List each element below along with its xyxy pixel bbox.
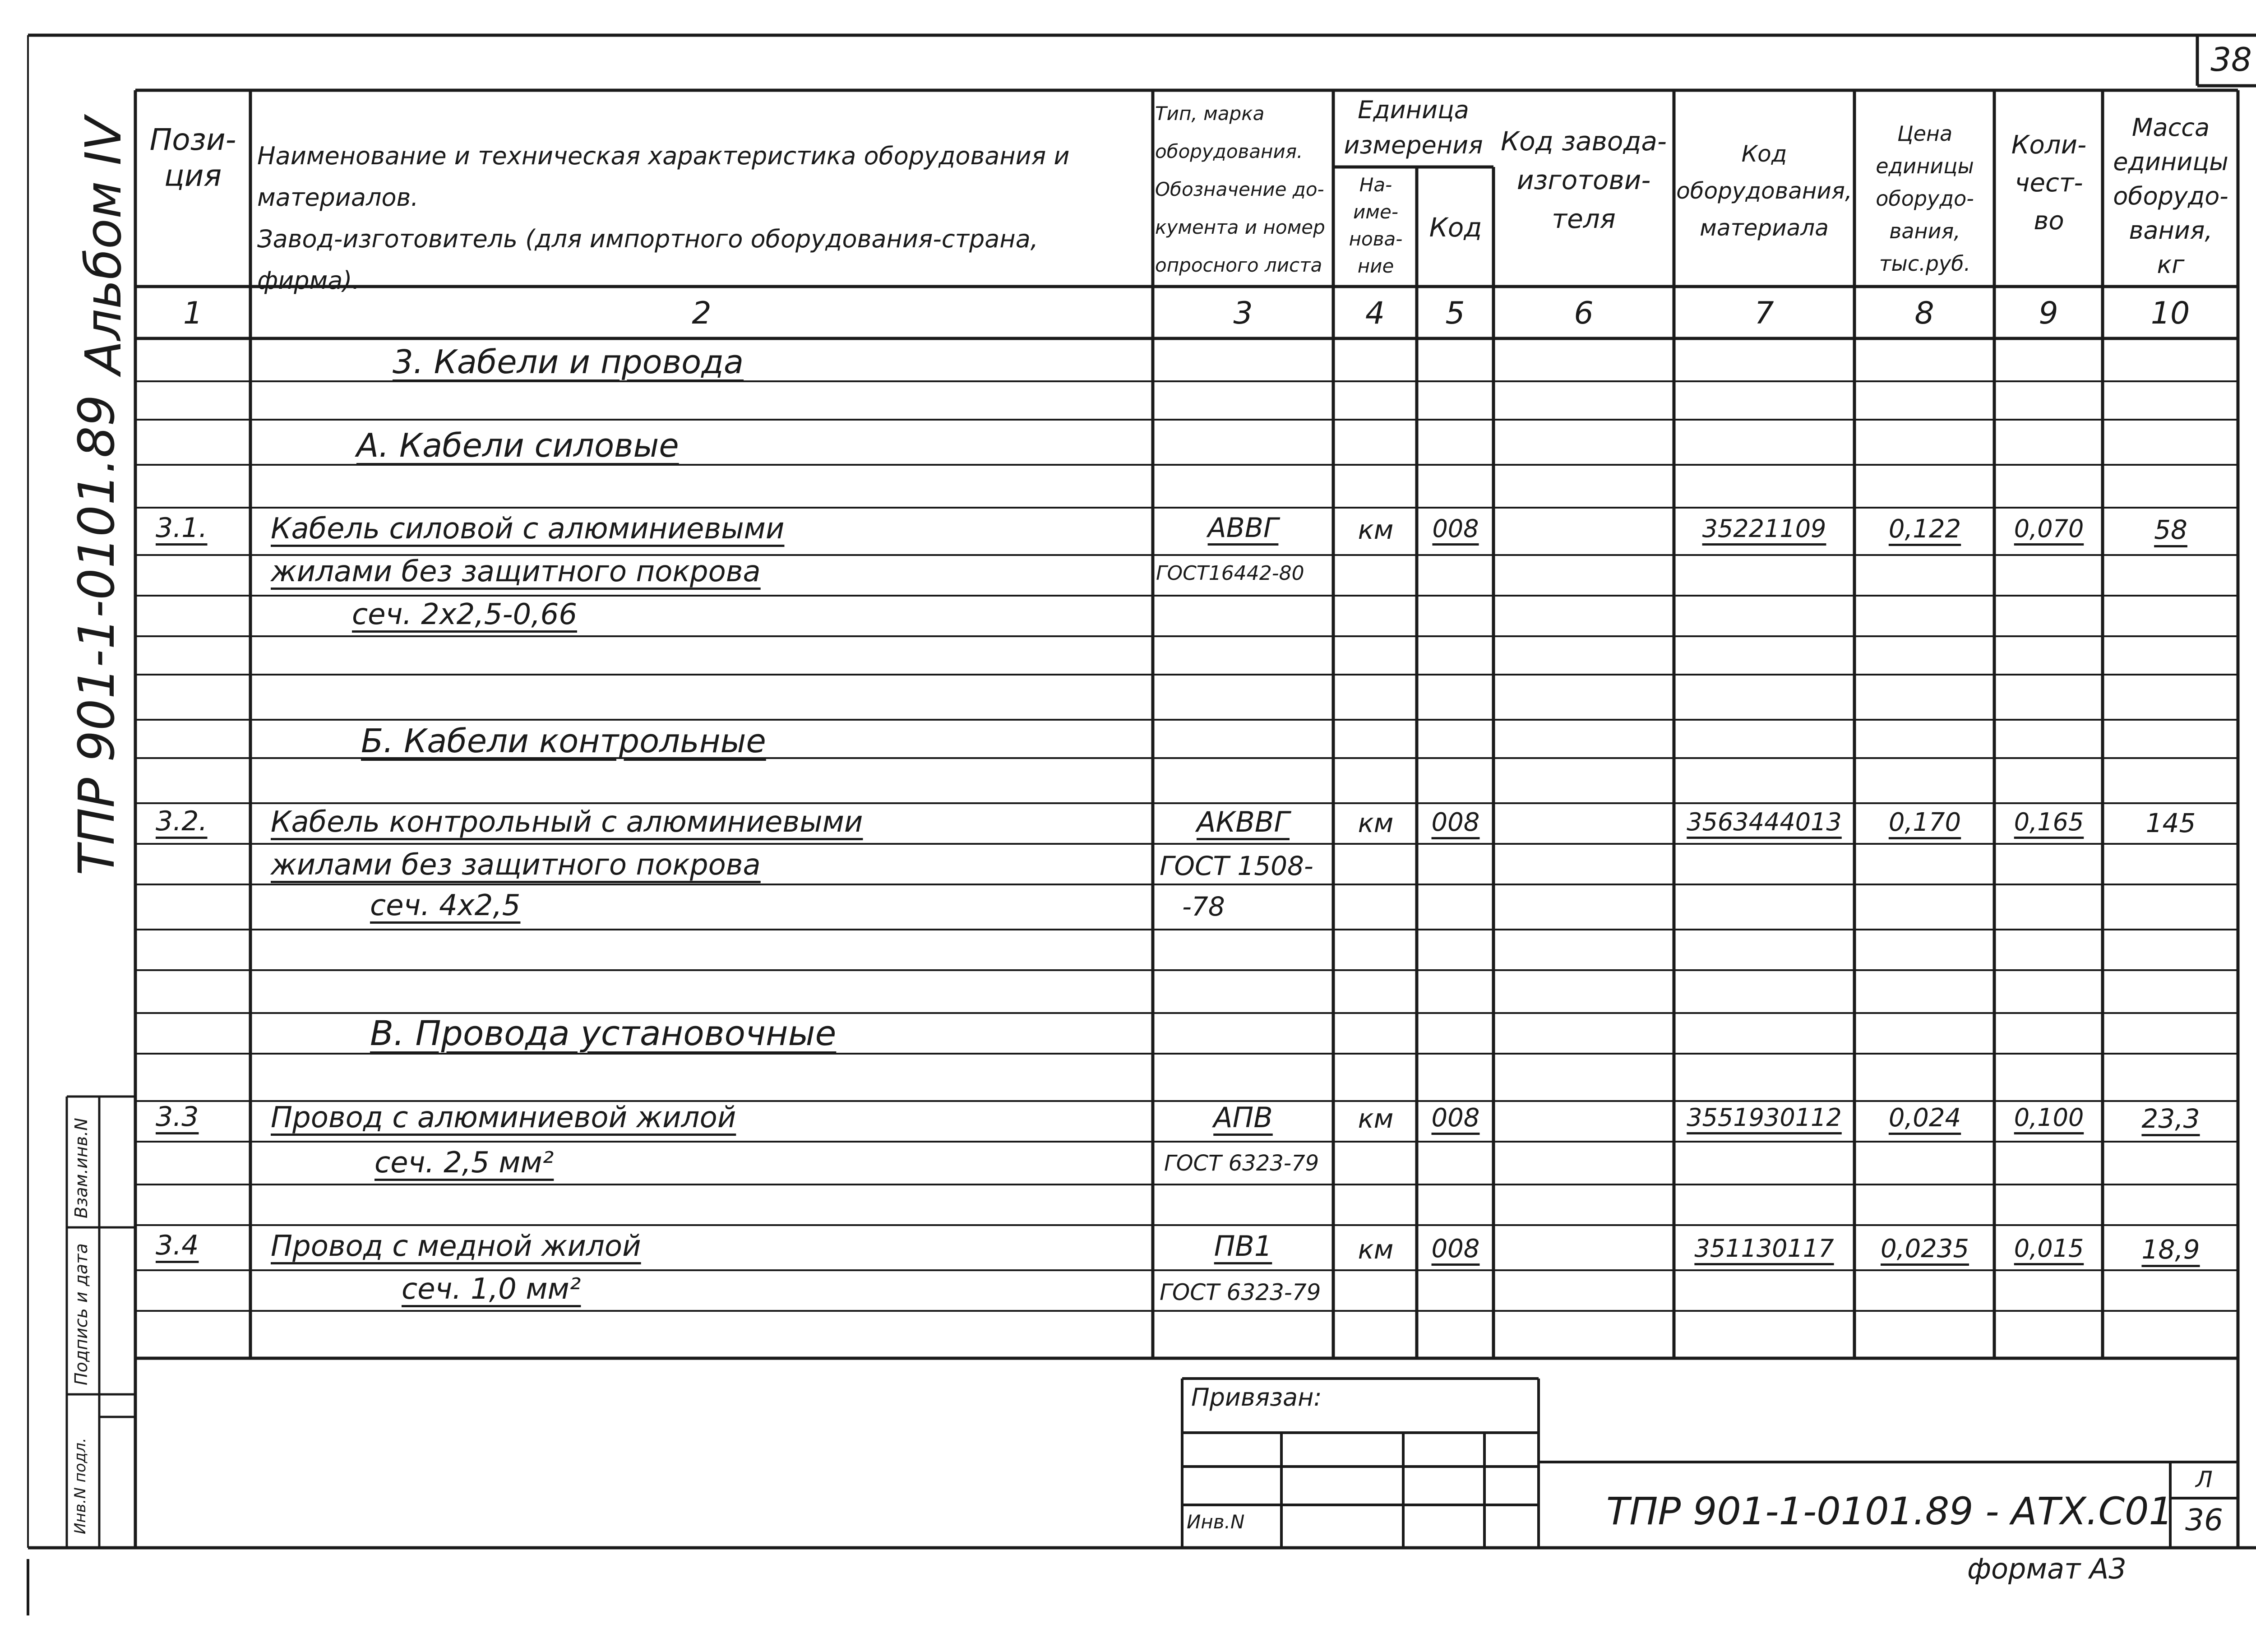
- col-number-9: 9: [2039, 296, 2058, 331]
- item-mass: 23,3: [2141, 1103, 2200, 1134]
- item-quantity: 0,165: [2014, 808, 2084, 836]
- col-number-7: 7: [1754, 296, 1774, 331]
- header-equipment-code: Код оборудования, материала: [1676, 141, 1852, 241]
- side-document-code: ТПР 901-1-0101.89: [68, 394, 125, 875]
- header-quantity: Коли- чест- во: [2011, 130, 2087, 236]
- col-number-8: 8: [1914, 296, 1934, 331]
- item-unit-code: 008: [1431, 808, 1480, 837]
- item-standard: ГОСТ 6323-79: [1164, 1151, 1319, 1176]
- item-equipment-code: 35221109: [1702, 514, 1826, 543]
- col-number-4: 4: [1365, 296, 1385, 331]
- item-unit-code: 008: [1431, 1103, 1480, 1133]
- stamp-sheet-number: 36: [2185, 1503, 2223, 1537]
- header-unit-group: Единица измерения: [1344, 96, 1483, 159]
- item-name-line: Провод с алюминиевой жилой: [271, 1101, 736, 1134]
- stamp-sheet-label: Л: [2196, 1467, 2213, 1493]
- item-mass: 18,9: [2141, 1234, 2200, 1265]
- item-unit-code: 008: [1431, 1234, 1480, 1263]
- item-type: АПВ: [1213, 1101, 1273, 1134]
- item-standard: ГОСТ 1508-: [1160, 851, 1313, 881]
- item-quantity: 0,015: [2014, 1234, 2084, 1263]
- section-title-b: Б. Кабели контрольные: [361, 722, 766, 760]
- item-standard: ГОСТ16442-80: [1156, 562, 1304, 585]
- item-price: 0,122: [1888, 514, 1961, 544]
- item-type: АВВГ: [1207, 512, 1279, 544]
- header-price: Цена единицы оборудо- вания, тыс.руб.: [1876, 121, 1974, 276]
- item-price: 0,024: [1888, 1103, 1961, 1133]
- header-type: Тип, марка оборудования. Обозначение до- кумента и номер опросного листа: [1155, 102, 1325, 276]
- item-name-line: сеч. 2х2,5-0,66: [352, 598, 578, 631]
- item-position: 3.4: [156, 1230, 199, 1261]
- col-number-1: 1: [183, 296, 203, 331]
- item-name-line: сеч. 4х2,5: [370, 889, 521, 922]
- item-type: АКВВГ: [1196, 805, 1290, 838]
- item-name-line: Кабель силовой с алюминиевыми: [271, 512, 785, 546]
- col-number-3: 3: [1233, 296, 1253, 331]
- paper-format: формат А3: [1967, 1552, 2127, 1585]
- item-name-line: жилами без защитного покрова: [271, 848, 761, 882]
- header-mass: Масса единицы оборудо- вания, кг: [2113, 113, 2228, 279]
- stamp-inv-number: Инв.N: [1187, 1511, 1245, 1533]
- item-standard: ГОСТ 6323-79: [1160, 1279, 1321, 1305]
- header-position: Пози- ция: [149, 122, 236, 193]
- item-unit: км: [1358, 1103, 1394, 1134]
- col-number-5: 5: [1445, 296, 1465, 331]
- item-position: 3.1.: [156, 512, 208, 544]
- col-number-2: 2: [692, 296, 712, 331]
- item-price: 0,0235: [1881, 1234, 1969, 1263]
- item-unit: км: [1358, 514, 1394, 545]
- item-standard-cont: -78: [1182, 891, 1225, 922]
- item-name-line: сеч. 2,5 мм²: [374, 1146, 554, 1180]
- stamp-document-code: ТПР 901-1-0101.89 - АТХ.С01: [1606, 1489, 2173, 1533]
- section-title-a: А. Кабели силовые: [356, 426, 679, 464]
- item-equipment-code: 3551930112: [1687, 1103, 1842, 1132]
- item-name-line: Кабель контрольный с алюминиевыми: [271, 805, 863, 839]
- item-mass: 145: [2145, 808, 2196, 838]
- header-plant-code: Код завода- изготови- теля: [1501, 126, 1667, 234]
- section-title-main: 3. Кабели и провода: [393, 343, 744, 381]
- col-number-10: 10: [2150, 296, 2190, 331]
- stamp-label-inv: Взам.инв.N: [71, 1118, 91, 1218]
- item-quantity: 0,070: [2014, 514, 2084, 543]
- item-name-line: жилами без защитного покрова: [271, 555, 761, 588]
- item-equipment-code: 351130117: [1694, 1234, 1834, 1263]
- item-type: ПВ1: [1214, 1230, 1272, 1263]
- item-position: 3.3: [156, 1101, 199, 1133]
- col-number-6: 6: [1574, 296, 1594, 331]
- item-price: 0,170: [1888, 808, 1961, 837]
- header-name: Наименование и техническая характеристика оборудования и материалов. Завод-изготовитель (для импортного оборудования-страна, фирма).: [257, 142, 1070, 295]
- item-equipment-code: 3563444013: [1687, 808, 1842, 836]
- item-quantity: 0,100: [2014, 1103, 2084, 1132]
- stamp-privyazan: Привязан:: [1191, 1383, 1322, 1411]
- stamp-label-podl: Инв.N подл.: [71, 1438, 89, 1534]
- stamp-label-sign: Подпись и дата: [71, 1243, 91, 1385]
- item-name-line: Провод с медной жилой: [271, 1230, 641, 1263]
- item-unit-code: 008: [1432, 514, 1479, 543]
- album-label: Альбом IV: [74, 116, 132, 375]
- header-unit-code: Код: [1429, 212, 1482, 243]
- item-unit: км: [1358, 1234, 1394, 1265]
- section-title-c: В. Провода установочные: [370, 1013, 837, 1053]
- page-number: 38: [2210, 41, 2252, 79]
- item-position: 3.2.: [156, 805, 208, 837]
- item-unit: км: [1358, 808, 1394, 838]
- header-unit-name: На- име- нова- ние: [1349, 174, 1403, 277]
- item-name-line: сеч. 1,0 мм²: [402, 1273, 581, 1306]
- item-mass: 58: [2154, 514, 2187, 545]
